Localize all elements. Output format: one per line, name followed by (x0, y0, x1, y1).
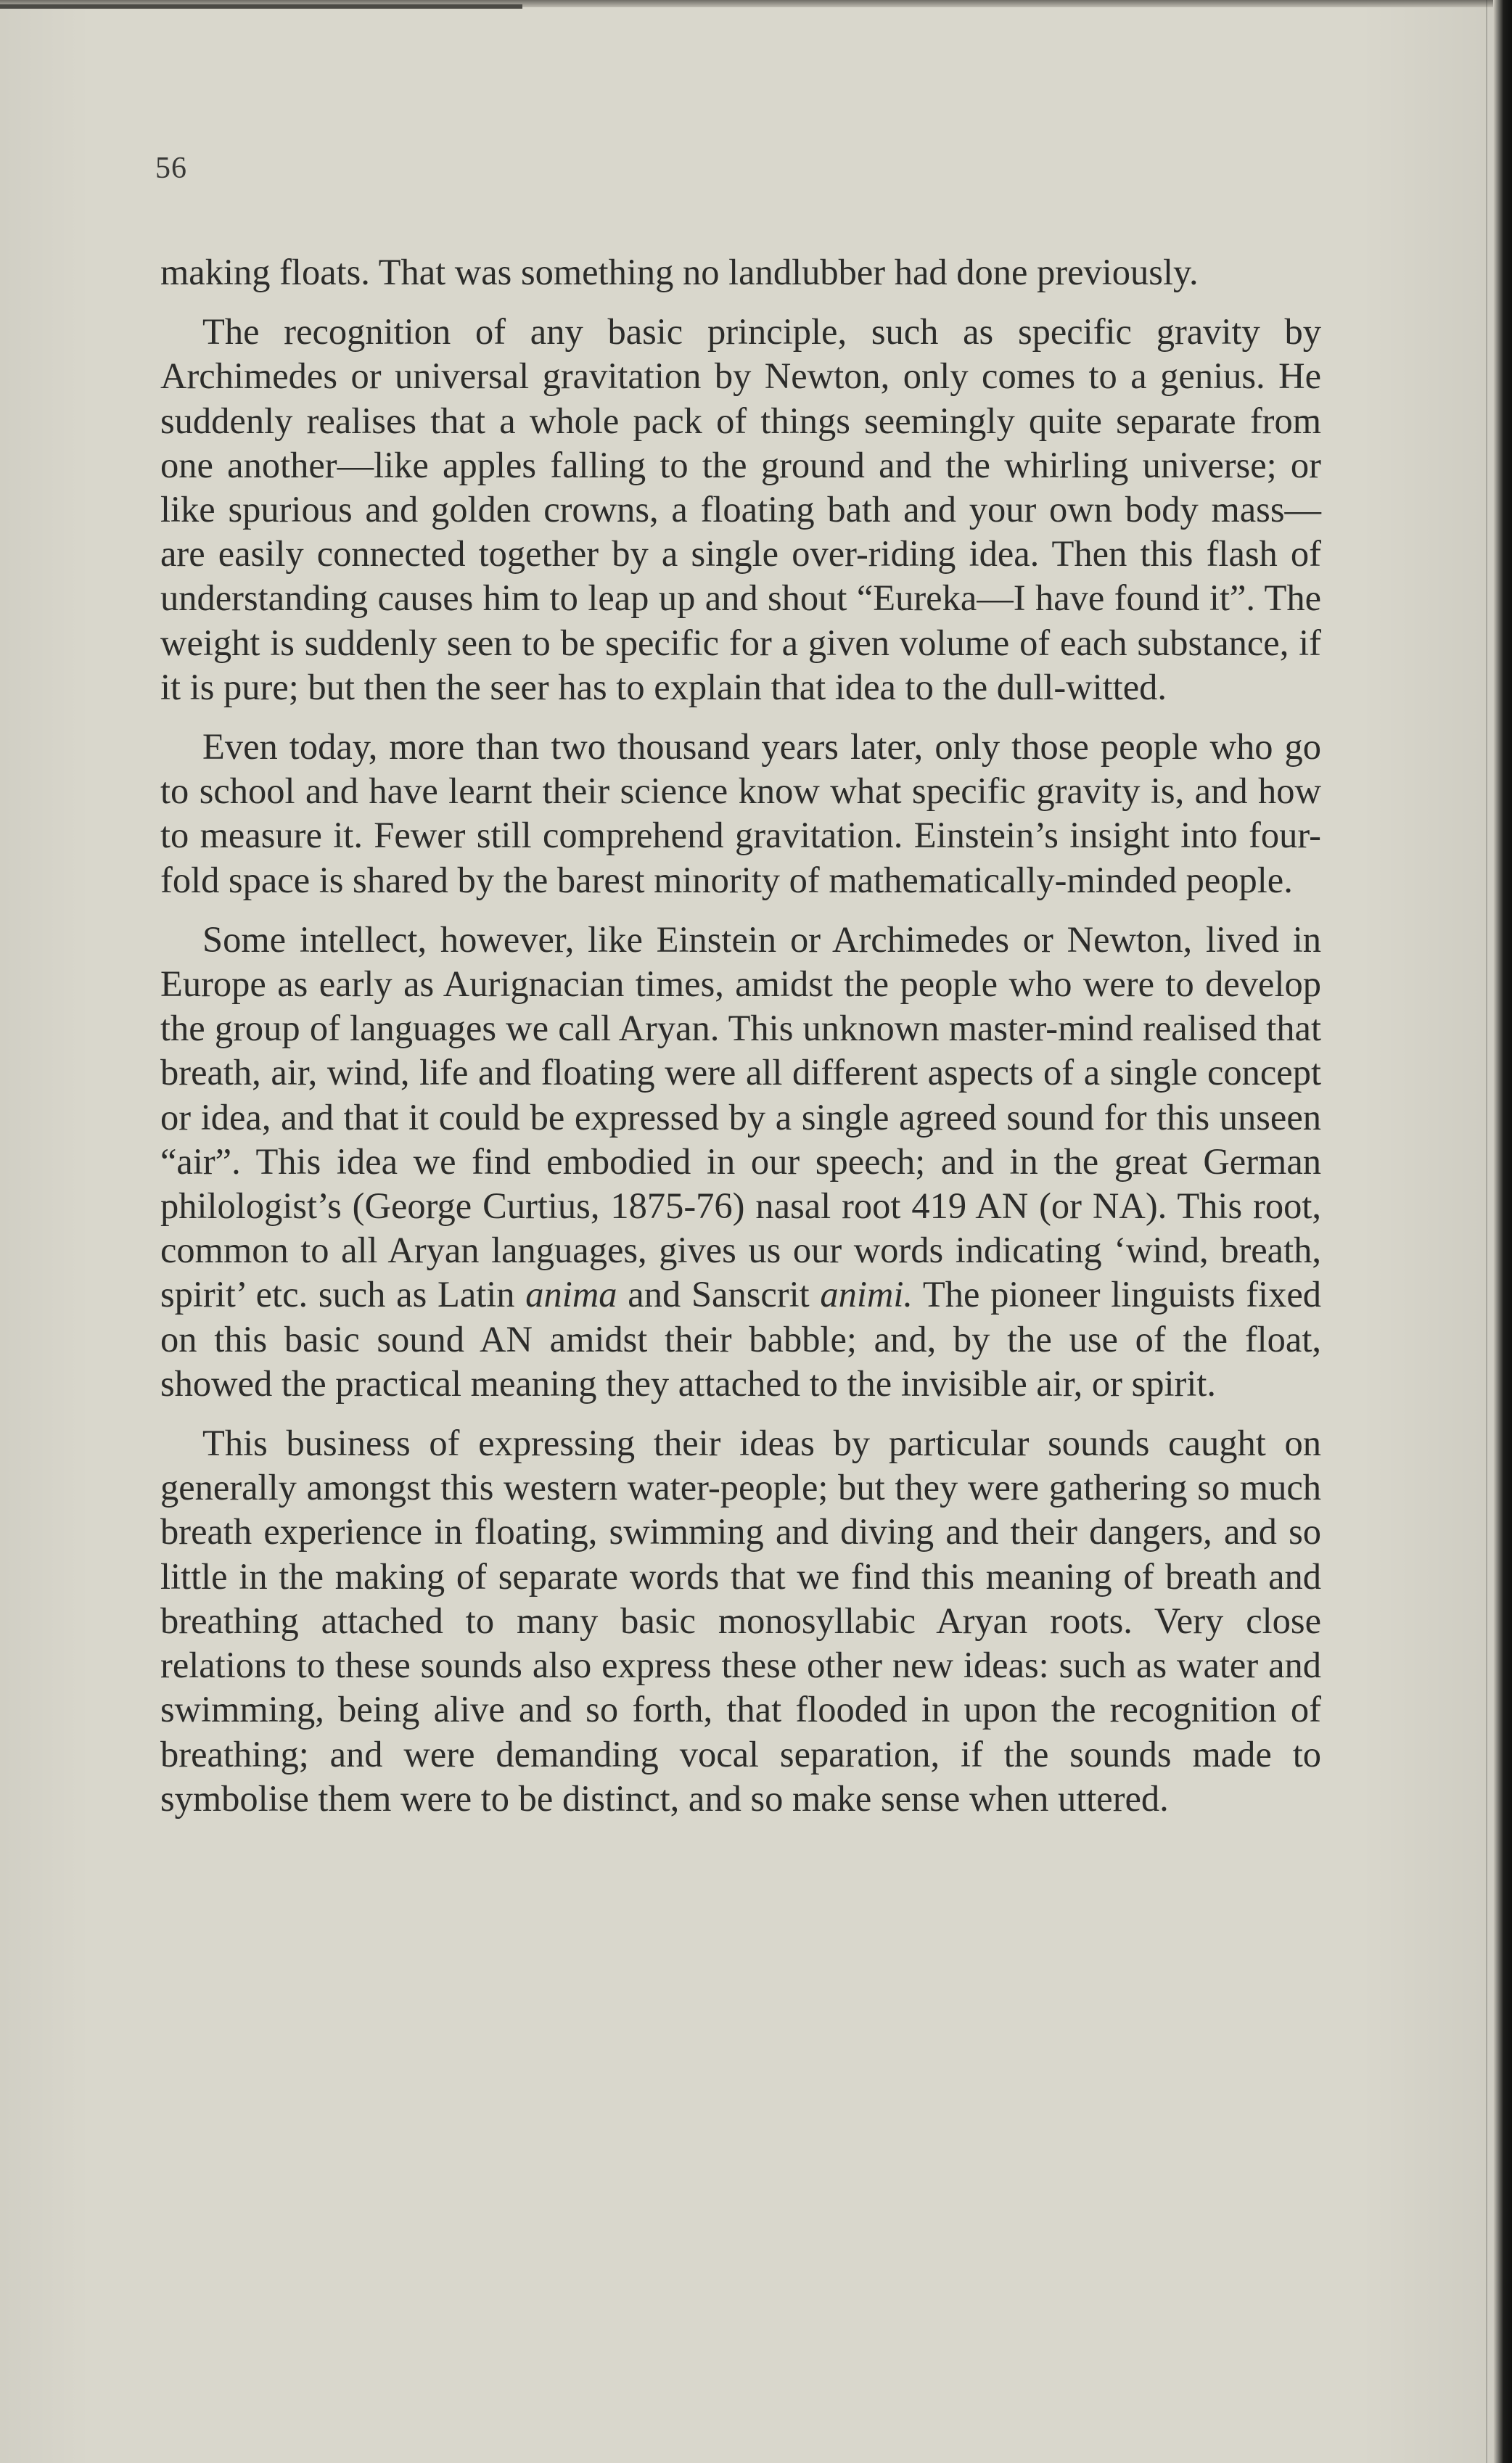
paragraph-3: Even today, more than two thousand years later, only those people who go to school and have learnt their science know what specific gravity is, and how to measure it. Fewer still comprehend gravitation. Einstein’s insight into four-fold space is shared by the barest minority of mathematically-minded people. (160, 726, 1321, 900)
paragraph-4 (160, 918, 1321, 1406)
gutter-line (1486, 0, 1487, 2463)
paragraph-4-text-a: Some intellect, however, like Einstein or Archimedes or Newton, lived in Europe as early as Aurignacian times, amidst the people who were to develop the group of languages we call Aryan. This unknown master-mind realised that breath, air, wind, life and floating were all different aspects of a single concept or idea, and that it could be expressed by a single agreed sound for this unseen “air”. This idea we find embodied in our speech; and in the great German philologist’s (George Curtius, 1875-76) nasal root 419 AN (or NA). This root, common to all Aryan languages, gives us our words indicating ‘wind, breath, spirit’ etc. such as Latin (160, 918, 1321, 1315)
paragraph-1: making floats. That was something no landlubber had done previously. (160, 252, 1199, 292)
paragraph-4-text-c: The pioneer linguists fixed on this basic sound AN amidst their babble; and, by the use of the float, showed the practical meaning they attached to the invisible air, or spirit. (160, 1274, 1321, 1404)
top-dark-rule (0, 4, 522, 9)
sanscrit-word-animi: animi. (820, 1274, 913, 1315)
paragraph-2: The recognition of any basic principle, such as specific gravity by Archimedes or universal gravitation by Newton, only comes to a genius. He suddenly realises that a whole pack of things seemingly quite separate from one another—like apples falling to the ground and the whirling universe; or like spurious and golden crowns, a floating bath and your own body mass—are easily connected together by a single over-riding idea. Then this flash of understanding causes him to leap up and shout “Eureka—I have found it”. The weight is suddenly seen to be specific for a given volume of each substance, if it is pure; but then the seer has to explain that idea to the dull-witted. (160, 311, 1321, 707)
body-text (160, 250, 1321, 1836)
paragraph-4-text-b: and Sanscrit (617, 1274, 821, 1315)
page-binding-edge (1493, 0, 1512, 2463)
latin-word-anima: anima (525, 1274, 617, 1315)
page-number: 56 (155, 152, 187, 185)
paragraph-5: This business of expressing their ideas by particular sounds caught on generally amongst this western water-people; but they were gathering so much breath experience in floating, swimming and diving and their dangers, and so little in the making of separate words that we find this meaning of breath and breathing attached to many basic monosyllabic Aryan roots. Very close relations to these sounds also express these other new ideas: such as water and swimming, being alive and so forth, that flooded in upon the recognition of breathing; and were demanding vocal separation, if the sounds made to symbolise them were to be distinct, and so make sense when uttered. (160, 1423, 1321, 1819)
